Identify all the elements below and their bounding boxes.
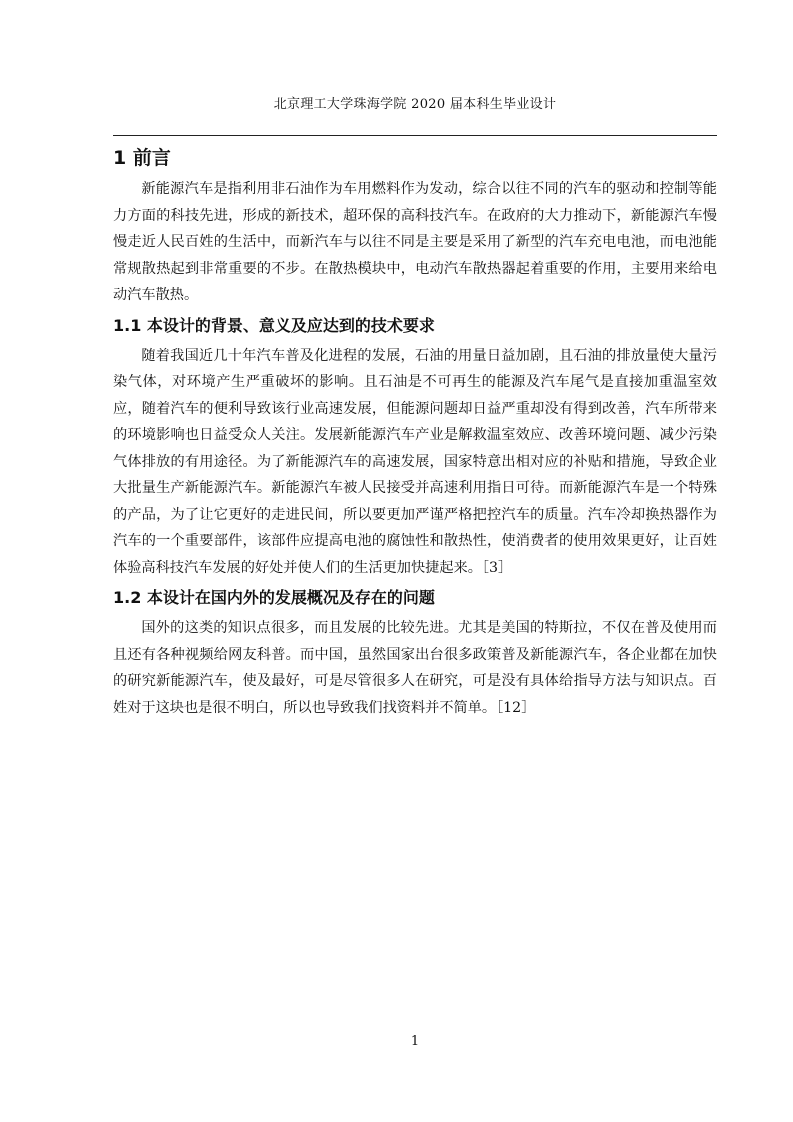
section-heading-development: 1.2 本设计在国内外的发展概况及存在的问题 (113, 588, 435, 607)
introduction-paragraph: 新能源汽车是指利用非石油作为车用燃料作为发动，综合以往不同的汽车的驱动和控制等能力方面的科技先进，形成的新技术，超环保的高科技汽车。在政府的大力推动下，新能源汽车慢慢走近人民百姓的生活中，而新汽车与以往不同是主要是采用了新型的汽车充电电池，而电池能常规散热起到非常重要的不步。在散热模块中，电动汽车散热器起着重要的作用，主要用来给电动汽车散热。 (113, 181, 717, 303)
page-body (113, 140, 717, 721)
running-header: 北京理工大学珠海学院 2020 届本科生毕业设计 (273, 97, 557, 112)
section-heading-background: 1.1 本设计的背景、意义及应达到的技术要求 (113, 315, 435, 335)
section-heading-introduction: 1 前言 (113, 147, 171, 169)
background-paragraph: 随着我国近几十年汽车普及化进程的发展，石油的用量日益加剧，且石油的排放量使大量污染气体，对环境产生严重破坏的影响。且石油是不可再生的能源及汽车尾气是直接加重温室效应，随着汽车的便利导致该行业高速发展，但能源问题却日益严重却没有得到改善，汽车所带来的环境影响也日益受众人关注。发展新能源汽车产业是解救温室效应、改善环境问题、减少污染气体排放的有用途径。为了新能源汽车的高速发展，国家特意出相对应的补贴和措施，导致企业大批量生产新能源汽车。新能源汽车被人民接受并高速利用指日可待。而新能源汽车是一个特殊的产品，为了让它更好的走进民间，所以要更加严谨严格把控汽车的质量。汽车冷却换热器作为汽车的一个重要部件，该部件应提高电池的腐蚀性和散热性，使消费者的使用效果更好，让百姓体验高科技汽车发展的好处并使人们的生活更加快捷起来。［3］ (113, 347, 717, 576)
header-divider (113, 135, 717, 136)
development-paragraph: 国外的这类的知识点很多，而且发展的比较先进。尤其是美国的特斯拉，不仅在普及使用而且还有各种视频给网友科普。而中国，虽然国家出台很多政策普及新能源汽车，各企业都在加快的研究新能源汽车，使及最好，可是尽管很多人在研究，可是没有具体给指导方法与知识点。百姓对于这块也是很不明白，所以也导致我们找资料并不简单。［12］ (113, 620, 717, 716)
page-number: 1 (410, 1034, 420, 1049)
